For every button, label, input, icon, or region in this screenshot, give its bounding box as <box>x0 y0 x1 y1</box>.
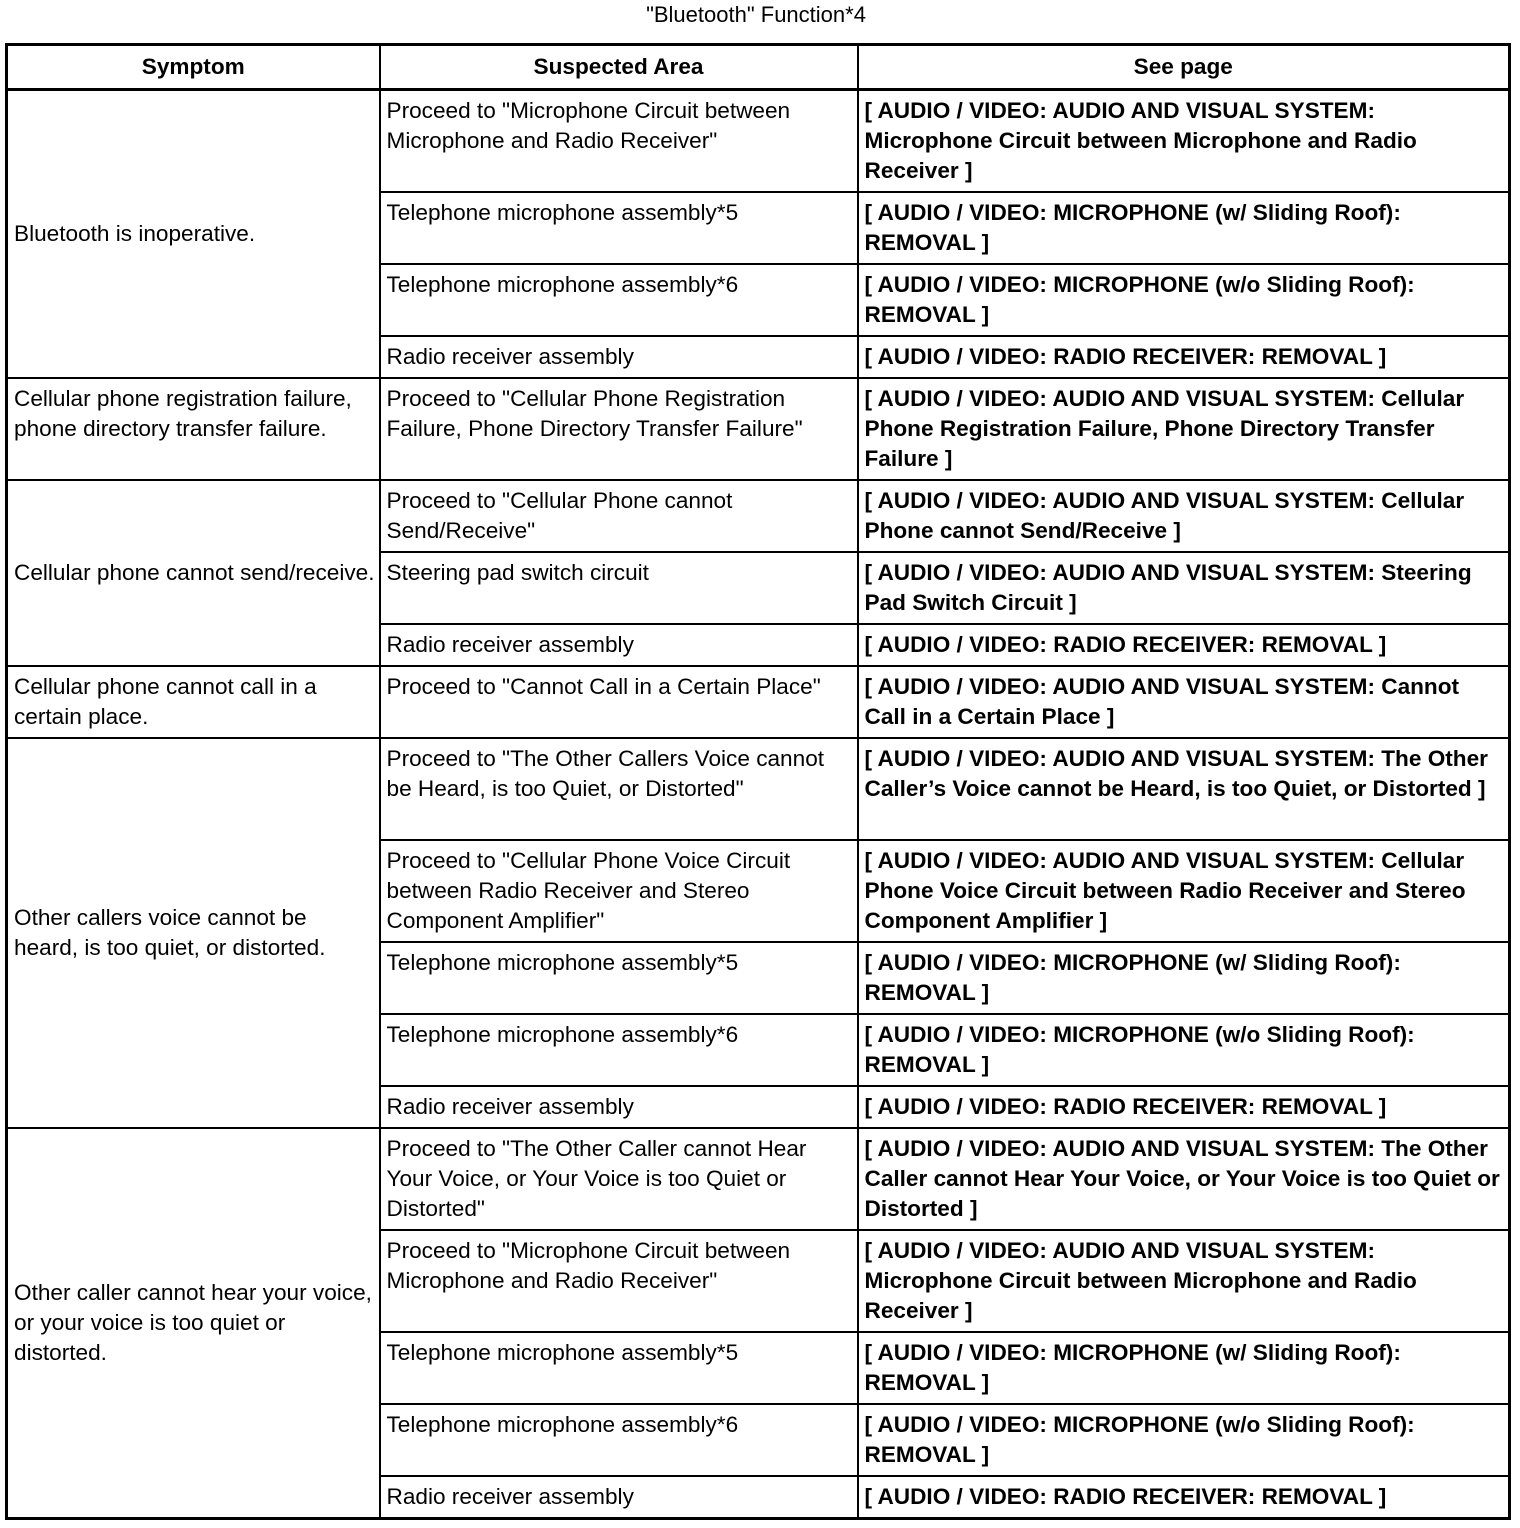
see-page-cell: [ AUDIO / VIDEO: RADIO RECEIVER: REMOVAL ] <box>858 336 1510 378</box>
header-suspected-area: Suspected Area <box>380 45 858 90</box>
table-header-row <box>7 45 1510 90</box>
symptom-cell: Other caller cannot hear your voice, or your voice is too quiet or distorted. <box>7 1128 380 1519</box>
see-page-cell: [ AUDIO / VIDEO: AUDIO AND VISUAL SYSTEM: Cellular Phone Voice Circuit between Radio Receiver and Stereo Component Amplifier ] <box>858 840 1510 942</box>
see-page-cell: [ AUDIO / VIDEO: MICROPHONE (w/ Sliding Roof): REMOVAL ] <box>858 1332 1510 1404</box>
symptom-cell: Cellular phone registration failure, phone directory transfer failure. <box>7 378 380 480</box>
see-page-cell: [ AUDIO / VIDEO: RADIO RECEIVER: REMOVAL ] <box>858 624 1510 666</box>
suspected-area-cell: Proceed to "Microphone Circuit between Microphone and Radio Receiver" <box>380 1230 858 1332</box>
see-page-cell: [ AUDIO / VIDEO: AUDIO AND VISUAL SYSTEM: The Other Caller’s Voice cannot be Heard, is too Quiet, or Distorted ] <box>858 738 1510 840</box>
suspected-area-cell: Proceed to "Cannot Call in a Certain Place" <box>380 666 858 738</box>
see-page-cell: [ AUDIO / VIDEO: AUDIO AND VISUAL SYSTEM: Microphone Circuit between Microphone and Radio Receiver ] <box>858 90 1510 193</box>
see-page-cell: [ AUDIO / VIDEO: AUDIO AND VISUAL SYSTEM: Cellular Phone cannot Send/Receive ] <box>858 480 1510 552</box>
see-page-cell: [ AUDIO / VIDEO: AUDIO AND VISUAL SYSTEM: Steering Pad Switch Circuit ] <box>858 552 1510 624</box>
see-page-cell: [ AUDIO / VIDEO: RADIO RECEIVER: REMOVAL ] <box>858 1086 1510 1128</box>
table-row <box>7 378 1510 480</box>
suspected-area-cell: Radio receiver assembly <box>380 1476 858 1519</box>
suspected-area-cell: Telephone microphone assembly*6 <box>380 1014 858 1086</box>
see-page-cell: [ AUDIO / VIDEO: AUDIO AND VISUAL SYSTEM: Microphone Circuit between Microphone and Radio Receiver ] <box>858 1230 1510 1332</box>
see-page-cell: [ AUDIO / VIDEO: MICROPHONE (w/o Sliding Roof): REMOVAL ] <box>858 1404 1510 1476</box>
symptom-cell: Bluetooth is inoperative. <box>7 90 380 379</box>
suspected-area-cell: Proceed to "The Other Callers Voice cannot be Heard, is too Quiet, or Distorted" <box>380 738 858 840</box>
suspected-area-cell: Proceed to "Microphone Circuit between Microphone and Radio Receiver" <box>380 90 858 193</box>
header-symptom: Symptom <box>7 45 380 90</box>
see-page-cell: [ AUDIO / VIDEO: MICROPHONE (w/o Sliding Roof): REMOVAL ] <box>858 264 1510 336</box>
symptom-cell: Other callers voice cannot be heard, is too quiet, or distorted. <box>7 738 380 1128</box>
suspected-area-cell: Proceed to "Cellular Phone cannot Send/Receive" <box>380 480 858 552</box>
troubleshooting-table <box>5 43 1511 1520</box>
table-row <box>7 1128 1510 1230</box>
suspected-area-cell: Radio receiver assembly <box>380 336 858 378</box>
see-page-cell: [ AUDIO / VIDEO: AUDIO AND VISUAL SYSTEM: The Other Caller cannot Hear Your Voice, or Your Voice is too Quiet or Distorted ] <box>858 1128 1510 1230</box>
symptom-cell: Cellular phone cannot send/receive. <box>7 480 380 666</box>
suspected-area-cell: Telephone microphone assembly*5 <box>380 192 858 264</box>
suspected-area-cell: Proceed to "Cellular Phone Voice Circuit between Radio Receiver and Stereo Component Amplifier" <box>380 840 858 942</box>
table-row <box>7 480 1510 552</box>
suspected-area-cell: Proceed to "Cellular Phone Registration Failure, Phone Directory Transfer Failure" <box>380 378 858 480</box>
suspected-area-cell: Steering pad switch circuit <box>380 552 858 624</box>
see-page-cell: [ AUDIO / VIDEO: MICROPHONE (w/o Sliding Roof): REMOVAL ] <box>858 1014 1510 1086</box>
see-page-cell: [ AUDIO / VIDEO: AUDIO AND VISUAL SYSTEM: Cellular Phone Registration Failure, Phone Directory Transfer Failure ] <box>858 378 1510 480</box>
suspected-area-cell: Telephone microphone assembly*6 <box>380 1404 858 1476</box>
table-row <box>7 90 1510 193</box>
see-page-cell: [ AUDIO / VIDEO: RADIO RECEIVER: REMOVAL ] <box>858 1476 1510 1519</box>
suspected-area-cell: Radio receiver assembly <box>380 1086 858 1128</box>
see-page-cell: [ AUDIO / VIDEO: AUDIO AND VISUAL SYSTEM: Cannot Call in a Certain Place ] <box>858 666 1510 738</box>
header-see-page: See page <box>858 45 1510 90</box>
see-page-cell: [ AUDIO / VIDEO: MICROPHONE (w/ Sliding Roof): REMOVAL ] <box>858 192 1510 264</box>
page-title: "Bluetooth" Function*4 <box>646 2 866 27</box>
table-row <box>7 738 1510 840</box>
suspected-area-cell: Telephone microphone assembly*5 <box>380 942 858 1014</box>
suspected-area-cell: Proceed to "The Other Caller cannot Hear Your Voice, or Your Voice is too Quiet or Distorted" <box>380 1128 858 1230</box>
suspected-area-cell: Telephone microphone assembly*5 <box>380 1332 858 1404</box>
suspected-area-cell: Telephone microphone assembly*6 <box>380 264 858 336</box>
table-row <box>7 666 1510 738</box>
see-page-cell: [ AUDIO / VIDEO: MICROPHONE (w/ Sliding Roof): REMOVAL ] <box>858 942 1510 1014</box>
symptom-cell: Cellular phone cannot call in a certain place. <box>7 666 380 738</box>
suspected-area-cell: Radio receiver assembly <box>380 624 858 666</box>
